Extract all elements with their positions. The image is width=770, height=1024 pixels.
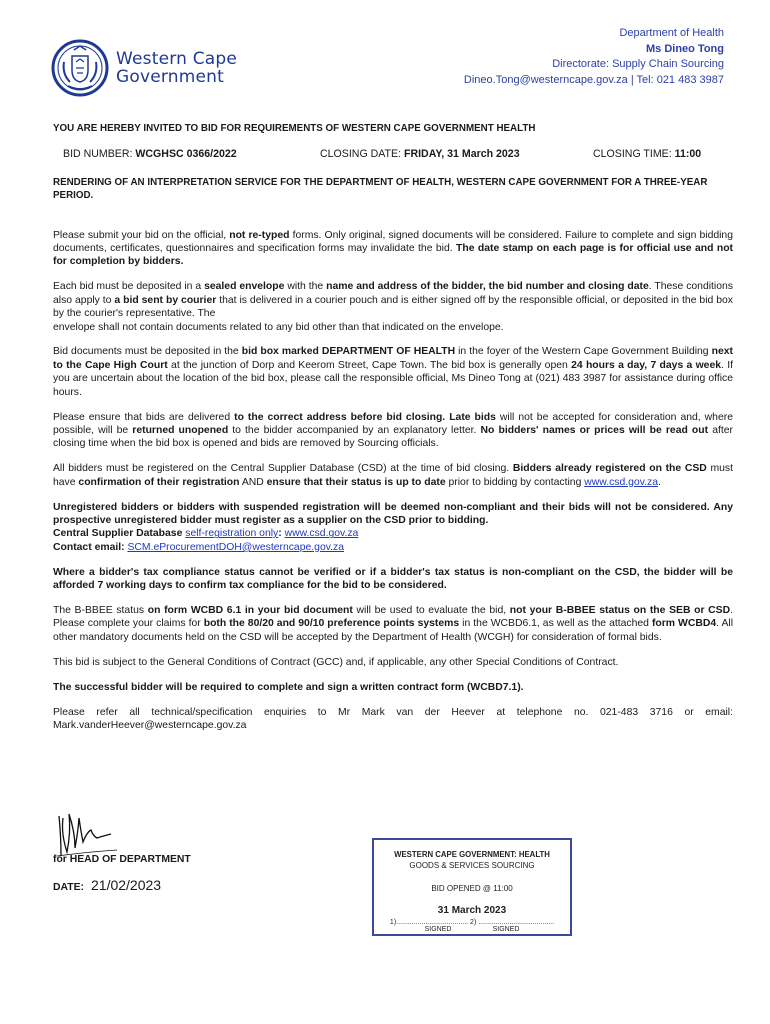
closing-time-label: CLOSING TIME:	[593, 148, 675, 161]
p5-text-c: must have	[53, 463, 733, 488]
contact-name: Ms Dineo Tong	[645, 42, 724, 55]
paragraph-gcc: This bid is subject to the General Conditions of Contract (GCC) and, if applicable, any other Special Conditions of Contract.	[53, 656, 619, 668]
stamp-signed-2: SIGNED	[492, 926, 520, 933]
bid-number-label: BID NUMBER:	[63, 148, 136, 161]
stamp-date: 31 March 2023	[437, 905, 507, 916]
for-head-of-department: for HEAD OF DEPARTMENT	[53, 854, 191, 865]
stamp-line-2: GOODS & SERVICES SOURCING	[409, 861, 535, 870]
date-value: 21/02/2023	[91, 877, 162, 893]
p4-text-g: after closing time when the bid box is opened and bids are removed by Sourcing officials.	[53, 425, 733, 450]
paragraph-enquiries: Please refer all technical/specification enquiries to Mr Mark van der Heever at telephone no. 021-483 3716 or email: Mark.vanderHeever@westerncape.gov.za	[53, 706, 733, 731]
paragraph-forms	[53, 229, 733, 269]
p5-text-a: All bidders must be registered on the Central Supplier Database (CSD) at the time of bid closing.	[53, 463, 513, 475]
p2-text-g: that is delivered in a courier pouch and is either signed off by the responsible official, or deposited in the bid box by the courier's representative. The	[53, 294, 733, 320]
bid-number	[53, 148, 320, 161]
p1-text-d: The date stamp on each page is for official use and not for completion by bidders.	[53, 243, 733, 268]
stamp-bid-opened: BID OPENED @ 11:00	[431, 884, 513, 893]
p4-text-a: Please ensure that bids are delivered	[53, 411, 235, 423]
p2-text-h: envelope shall not contain documents related to any bid other than that indicated on the envelope.	[53, 321, 504, 333]
paragraph-unregistered	[53, 501, 733, 555]
p5-text-e: AND	[239, 476, 267, 488]
paragraph-bid-box	[53, 345, 733, 399]
p2-text-d: name and address of the bidder, the bid number and closing date	[326, 281, 649, 293]
self-registration-link[interactable]: self-registration only	[185, 528, 279, 540]
p3-text-e: at the junction of Dorp and Keerom Street, Cape Town. The bid box is generally open	[167, 359, 572, 371]
p2-text-c: with the	[284, 281, 327, 293]
logo-line-2: Government	[116, 67, 225, 87]
service-title: RENDERING OF AN INTERPRETATION SERVICE FOR THE DEPARTMENT OF HEALTH, WESTERN CAPE GOVERNMENT FOR A THREE-YEAR PERIOD.	[53, 176, 708, 202]
p3-text-a: Bid documents must be deposited in the	[53, 346, 242, 358]
p2-text-e: . These conditions also apply to	[53, 281, 733, 306]
p3-text-g: . If you are uncertain about the location of the bid box, please call the responsible official, Ms Dineo Tong at (021) 483 3987 for assistance during office hours.	[53, 359, 733, 398]
department-name: Department of Health	[619, 27, 724, 39]
closing-date-value: FRIDAY, 31 March 2023	[403, 148, 520, 161]
date-label: DATE:	[53, 882, 84, 893]
p2-text-b: sealed envelope	[204, 281, 285, 293]
signature-block	[53, 810, 313, 910]
p1-text-a: Please submit your bid on the official,	[53, 229, 230, 241]
paragraph-csd	[53, 462, 733, 489]
p8-text-e: . Please complete your claims for	[53, 605, 733, 630]
p8-text-i: . All other mandatory documents held on the CSD will be accepted by the Department of Health (WCGH) for consideration of formal bids.	[53, 618, 734, 643]
p2-text-a: Each bid must be deposited in a	[53, 281, 205, 293]
contact-line: Dineo.Tong@westerncape.gov.za | Tel: 021 483 3987	[463, 73, 724, 86]
p4-text-e: to the bidder accompanied by an explanatory letter.	[228, 425, 481, 436]
western-cape-logo	[50, 38, 237, 98]
stamp-line-1: WESTERN CAPE GOVERNMENT: HEALTH	[394, 850, 550, 859]
logo-line-1: Western Cape	[116, 49, 238, 69]
p1-text-b: not re-typed	[229, 229, 290, 241]
letterhead-contact	[464, 26, 724, 88]
contact-email-link[interactable]: SCM.eProcurementDOH@westerncape.gov.za	[127, 541, 345, 553]
paragraph-contract: The successful bidder will be required to complete and sign a written contract form (WCBD7.1).	[53, 681, 524, 693]
p5-text-f: ensure that their status is up to date	[266, 476, 446, 488]
contact-email-label: Contact email:	[53, 541, 128, 553]
p6-text-a: Unregistered bidders or bidders with suspended registration will be deemed non-compliant and their bids will not be considered. Any prospective unregistered bidder must register as a supplier on the CSD prior to bidding.	[53, 501, 733, 527]
bid-details-row	[53, 148, 733, 161]
p8-text-a: The B-BBEE status	[53, 605, 148, 617]
paragraph-late-bids	[53, 411, 733, 451]
p3-text-f: 24 hours a day, 7 days a week	[571, 359, 722, 371]
directorate: Directorate: Supply Chain Sourcing	[552, 58, 724, 70]
paragraph-envelope	[53, 280, 733, 334]
letter-body	[53, 122, 733, 744]
csd-colon: :	[278, 528, 285, 540]
closing-time-value: 11:00	[674, 148, 702, 161]
p4-text-d: returned unopened	[132, 425, 229, 436]
p5-text-h: .	[657, 476, 661, 488]
p3-text-b: bid box marked DEPARTMENT OF HEALTH	[241, 346, 456, 358]
p8-text-h: form WCBD4	[651, 618, 717, 630]
p8-text-c: will be used to evaluate the bid,	[352, 605, 510, 617]
p8-text-b: on form WCBD 6.1 in your bid document	[147, 605, 353, 617]
p4-text-f: No bidders' names or prices will be read out	[480, 425, 709, 436]
bid-number-value: WCGHSC 0366/2022	[135, 148, 237, 161]
p5-text-b: Bidders already registered on the CSD	[512, 463, 707, 475]
p1-text-c: forms. Only original, signed documents will be considered. Failure to complete and sign bidding documents, certificates, questionnaires and specification forms may invalidate the bid.	[53, 229, 733, 255]
p4-text-b: to the correct address before bid closing. Late bids	[234, 411, 496, 423]
p8-text-g: in the WCBD6.1, as well as the attached	[459, 618, 652, 630]
csd-link-2[interactable]: www.csd.gov.za	[284, 528, 359, 540]
paragraph-tax: Where a bidder's tax compliance status cannot be verified or if a bidder's tax status is non-compliant on the CSD, the bidder will be afforded 7 working days to confirm tax compliance for the bid to be considered.	[53, 566, 733, 592]
stamp-signed-labels	[374, 926, 570, 933]
p2-text-f: a bid sent by courier	[114, 294, 217, 306]
p3-text-c: in the foyer of the Western Cape Government Building	[455, 346, 712, 358]
stamp-signature-lines: 1)..................................... 2) .......................................	[389, 919, 555, 926]
p5-text-d: confirmation of their registration	[78, 476, 240, 488]
p8-text-f: both the 80/20 and 90/10 preference points systems	[203, 618, 460, 630]
p8-text-d: not your B-BBEE status on the SEB or CSD	[509, 605, 731, 617]
csd-link[interactable]: www.csd.gov.za	[584, 476, 658, 488]
closing-date-label: CLOSING DATE:	[320, 148, 404, 161]
p5-text-g: prior to bidding by contacting	[445, 476, 585, 488]
stamp-signed-1: SIGNED	[424, 926, 452, 933]
bid-opened-stamp	[372, 838, 572, 936]
closing-time	[593, 148, 733, 161]
p4-text-c: will not be accepted for consideration and, where possible, will be	[53, 411, 733, 436]
invite-title: YOU ARE HEREBY INVITED TO BID FOR REQUIREMENTS OF WESTERN CAPE GOVERNMENT HEALTH	[53, 123, 536, 134]
p3-text-d: next to the Cape High Court	[53, 346, 733, 371]
coat-of-arms-icon	[50, 38, 110, 98]
csd-label: Central Supplier Database	[53, 528, 183, 540]
paragraph-bbbee	[53, 604, 733, 644]
closing-date	[320, 148, 593, 161]
